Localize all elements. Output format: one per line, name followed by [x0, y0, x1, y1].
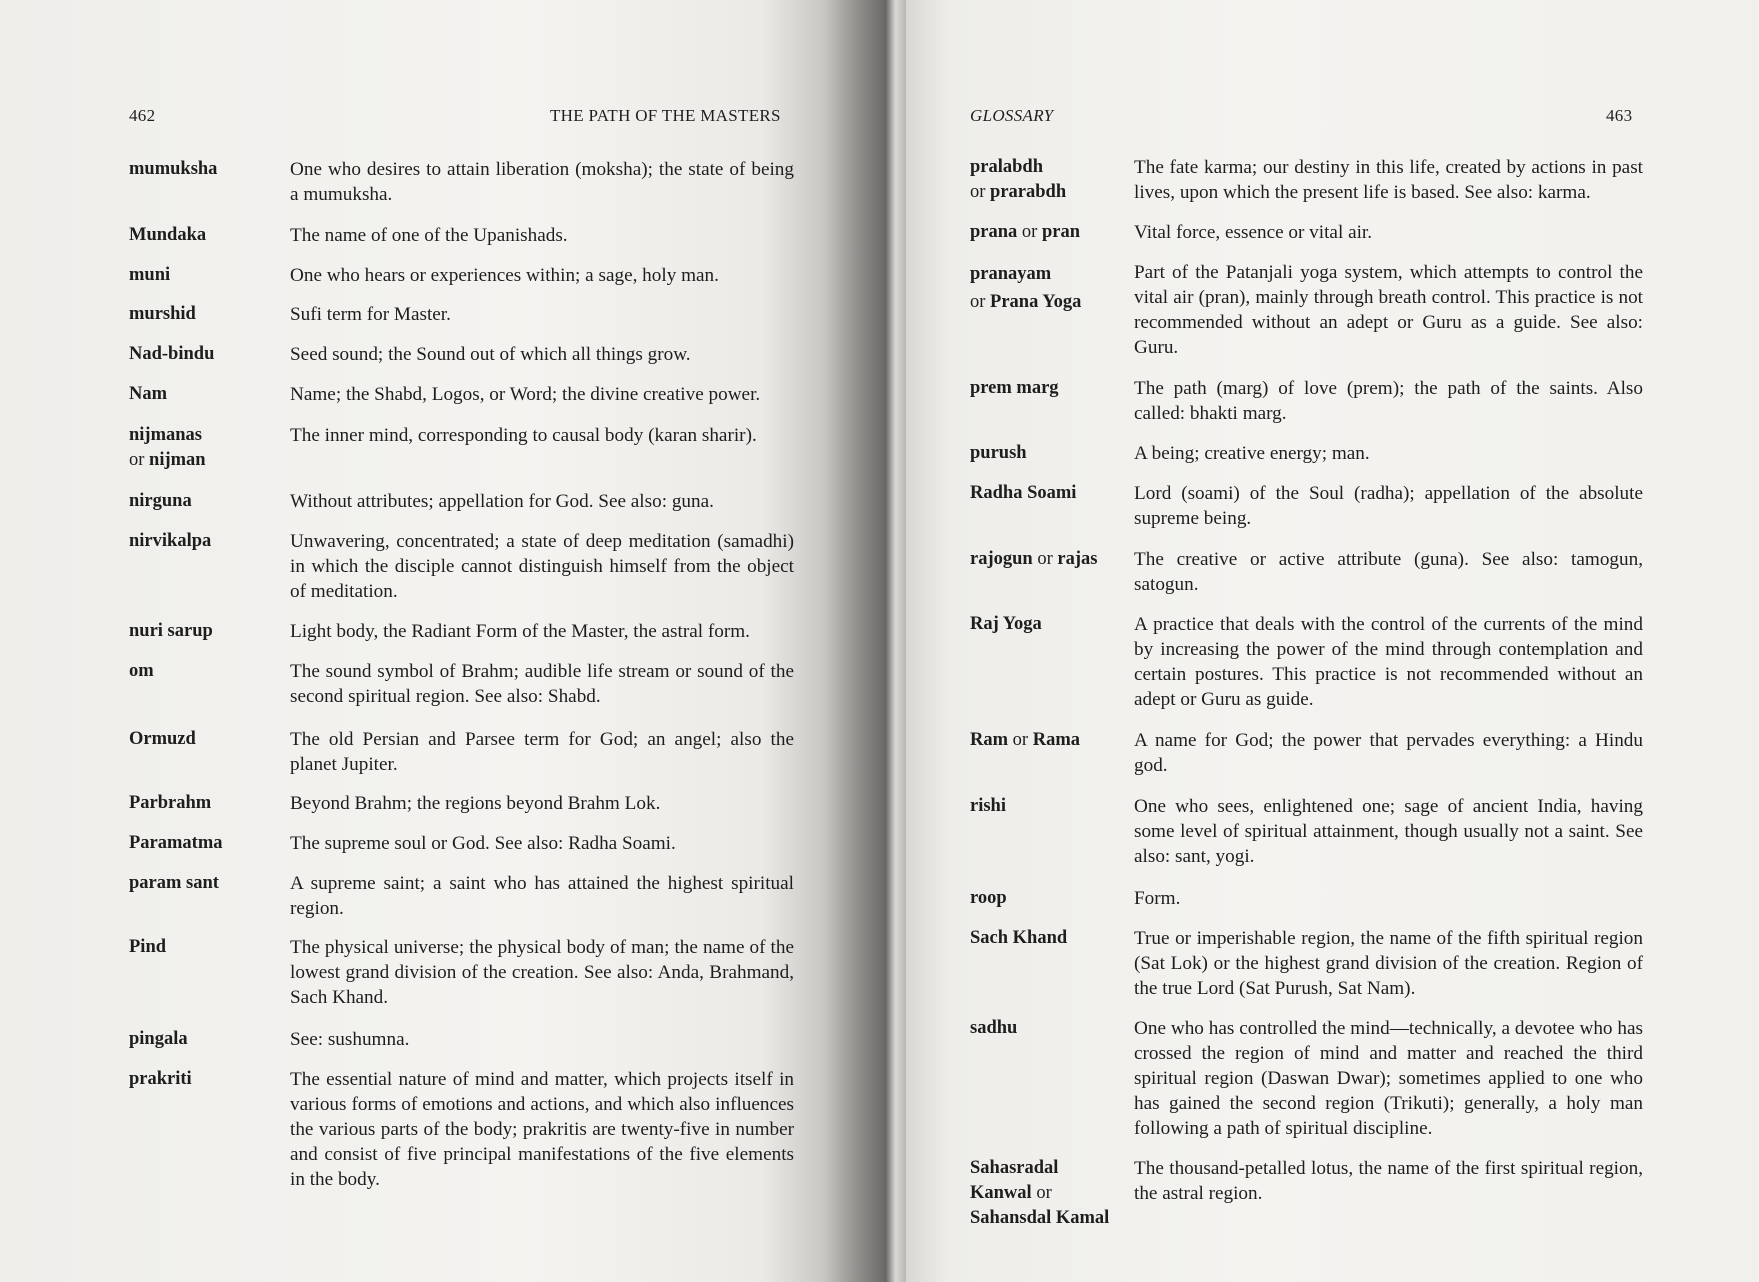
- entry-definition: Name; the Shabd, Logos, or Word; the divine creative power.: [290, 384, 761, 405]
- entry-term: Sahasradal: [970, 1158, 1059, 1178]
- entry-definition: One who hears or experiences within; a sage, holy man.: [290, 265, 719, 286]
- entry-term-alt: pran: [1041, 222, 1081, 242]
- entry-or: or: [129, 450, 145, 470]
- page-number-left: 462: [129, 106, 156, 125]
- entry-definition: Sufi term for Master.: [290, 304, 451, 325]
- entry-definition: The creative or active attribute (guna). See also: tamogun, satogun.: [1134, 549, 1643, 595]
- entry-definition: The inner mind, corresponding to causal body (karan sharir).: [290, 425, 757, 446]
- entry-definition: The fate karma; our destiny in this life, created by actions in past lives, upon which the present life is based. See also: karma.: [1134, 157, 1643, 203]
- right-page: [906, 0, 1759, 1282]
- entry-term: om: [129, 661, 154, 681]
- entry-definition: The supreme soul or God. See also: Radha Soami.: [290, 833, 676, 854]
- entry-term: prem marg: [970, 378, 1059, 398]
- entry-definition: The thousand-petalled lotus, the name of the first spiritual region, the astral region.: [1134, 1158, 1643, 1204]
- entry-term: Ram: [970, 730, 1009, 750]
- entry-term: Nad-bindu: [129, 344, 215, 364]
- entry-definition: The sound symbol of Brahm; audible life stream or sound of the second spiritual region. See also: Shabd.: [290, 661, 794, 707]
- entry-term-alt: rajas: [1057, 549, 1098, 569]
- entry-term: mumuksha: [129, 159, 218, 179]
- entry-definition: Part of the Patanjali yoga system, which attempts to control the vital air (pran), mainly through breath control. This practice is not recommended without an adept or Guru as a guide. See also: Guru.: [1134, 262, 1643, 358]
- entry-term: nirguna: [129, 491, 192, 511]
- entry-term: Pind: [129, 937, 167, 957]
- entry-term: param sant: [129, 873, 219, 893]
- entry-term: murshid: [129, 304, 196, 324]
- entry-term: prakriti: [129, 1069, 192, 1089]
- entry-definition: One who desires to attain liberation (moksha); the state of being a mumuksha.: [290, 159, 794, 205]
- entry-definition: Vital force, essence or vital air.: [1134, 222, 1373, 243]
- entry-definition: True or imperishable region, the name of the fifth spiritual region (Sat Lok) or the highest grand division of the creation. Region of the true Lord (Sat Purush, Sat Nam).: [1134, 928, 1643, 999]
- entry-definition: Beyond Brahm; the regions beyond Brahm Lok.: [290, 793, 661, 814]
- entry-term: Raj Yoga: [970, 614, 1042, 634]
- entry-definition: One who sees, enlightened one; sage of ancient India, having some level of spiritual attainment, though usually not a saint. See also: sant, yogi.: [1134, 796, 1643, 867]
- entry-term: Radha Soami: [970, 483, 1077, 503]
- entry-or: or: [1021, 222, 1038, 242]
- entry-definition: Light body, the Radiant Form of the Master, the astral form.: [290, 621, 750, 642]
- entry-definition: The path (marg) of love (prem); the path of the saints. Also called: bhakti marg.: [1134, 378, 1643, 424]
- entry-term-alt: nijman: [149, 450, 206, 470]
- entry-term-alt: Kanwal: [970, 1183, 1032, 1203]
- entry-definition: The physical universe; the physical body of man; the name of the lowest grand division of the creation. See also: Anda, Brahmand, Sach Khand.: [290, 937, 794, 1008]
- entry-term: pralabdh: [970, 157, 1044, 177]
- book-gutter: [885, 0, 906, 1282]
- entry-term: Mundaka: [129, 225, 207, 245]
- entry-definition: Seed sound; the Sound out of which all things grow.: [290, 344, 691, 365]
- entry-or: or: [970, 292, 986, 312]
- entry-term: Parbrahm: [129, 793, 212, 813]
- page-number-right: 463: [1606, 106, 1633, 125]
- entry-term: roop: [970, 888, 1007, 908]
- entry-definition: Without attributes; appellation for God. See also: guna.: [290, 491, 714, 512]
- entry-or: or: [970, 182, 986, 202]
- entry-term-alt: Prana Yoga: [990, 292, 1082, 312]
- entry-definition: A being; creative energy; man.: [1134, 443, 1370, 464]
- entry-term-alt: prarabdh: [990, 182, 1067, 202]
- entry-definition: A supreme saint; a saint who has attained the highest spiritual region.: [290, 873, 794, 919]
- entry-term: pranayam: [970, 264, 1052, 284]
- entry-definition: Form.: [1134, 888, 1181, 909]
- entry-term: muni: [129, 265, 171, 285]
- entry-definition: A practice that deals with the control of the currents of the mind by increasing the power of the mind through contemplation and certain postures. This practice is not recommended without an adept or Guru as guide.: [1134, 614, 1643, 710]
- entry-term: Paramatma: [129, 833, 223, 853]
- entry-definition: One who has controlled the mind—technically, a devotee who has crossed the region of mind and matter and reached the third spiritual region (Daswan Dwar); sometimes applied to one who has gained the second region (Trikuti); generally, a holy man following a path of spiritual discipline.: [1134, 1018, 1643, 1139]
- entry-definition: See: sushumna.: [290, 1029, 410, 1050]
- entry-term: sadhu: [970, 1018, 1018, 1038]
- running-head-right: GLOSSARY: [970, 106, 1054, 125]
- entry-or: or: [1037, 549, 1053, 569]
- entry-definition: The old Persian and Parsee term for God; an angel; also the planet Jupiter.: [290, 729, 794, 775]
- entry-or: or: [1036, 1183, 1052, 1203]
- entry-term-alt2: Sahansdal Kamal: [970, 1208, 1110, 1228]
- entry-term: nuri sarup: [129, 621, 213, 641]
- entry-term: nijmanas: [129, 425, 202, 445]
- entry-term: rishi: [970, 796, 1006, 816]
- entry-term: nirvikalpa: [129, 531, 212, 551]
- entry-term: Nam: [129, 384, 168, 404]
- entry-definition: A name for God; the power that pervades everything: a Hindu god.: [1134, 730, 1643, 776]
- entry-definition: The essential nature of mind and matter, which projects itself in various forms of emotions and actions, and which also influences the various parts of the body; prakritis are twenty-five in number and consist of five principal manifestations of the five elements in the body.: [290, 1069, 794, 1190]
- entry-term: Sach Khand: [970, 928, 1068, 948]
- entry-term: prana: [970, 222, 1018, 242]
- entry-term: rajogun: [970, 549, 1033, 569]
- entry-term: Ormuzd: [129, 729, 196, 749]
- running-head-left: THE PATH OF THE MASTERS: [550, 106, 781, 125]
- entry-definition: Unwavering, concentrated; a state of deep meditation (samadhi) in which the disciple cannot distinguish himself from the object of meditation.: [290, 531, 794, 602]
- entry-definition: The name of one of the Upanishads.: [290, 225, 568, 246]
- entry-term: pingala: [129, 1029, 188, 1049]
- entry-term: purush: [970, 443, 1027, 463]
- entry-or: or: [1012, 730, 1029, 750]
- entry-term-alt: Rama: [1032, 730, 1080, 750]
- entry-definition: Lord (soami) of the Soul (radha); appellation of the absolute supreme being.: [1134, 483, 1643, 529]
